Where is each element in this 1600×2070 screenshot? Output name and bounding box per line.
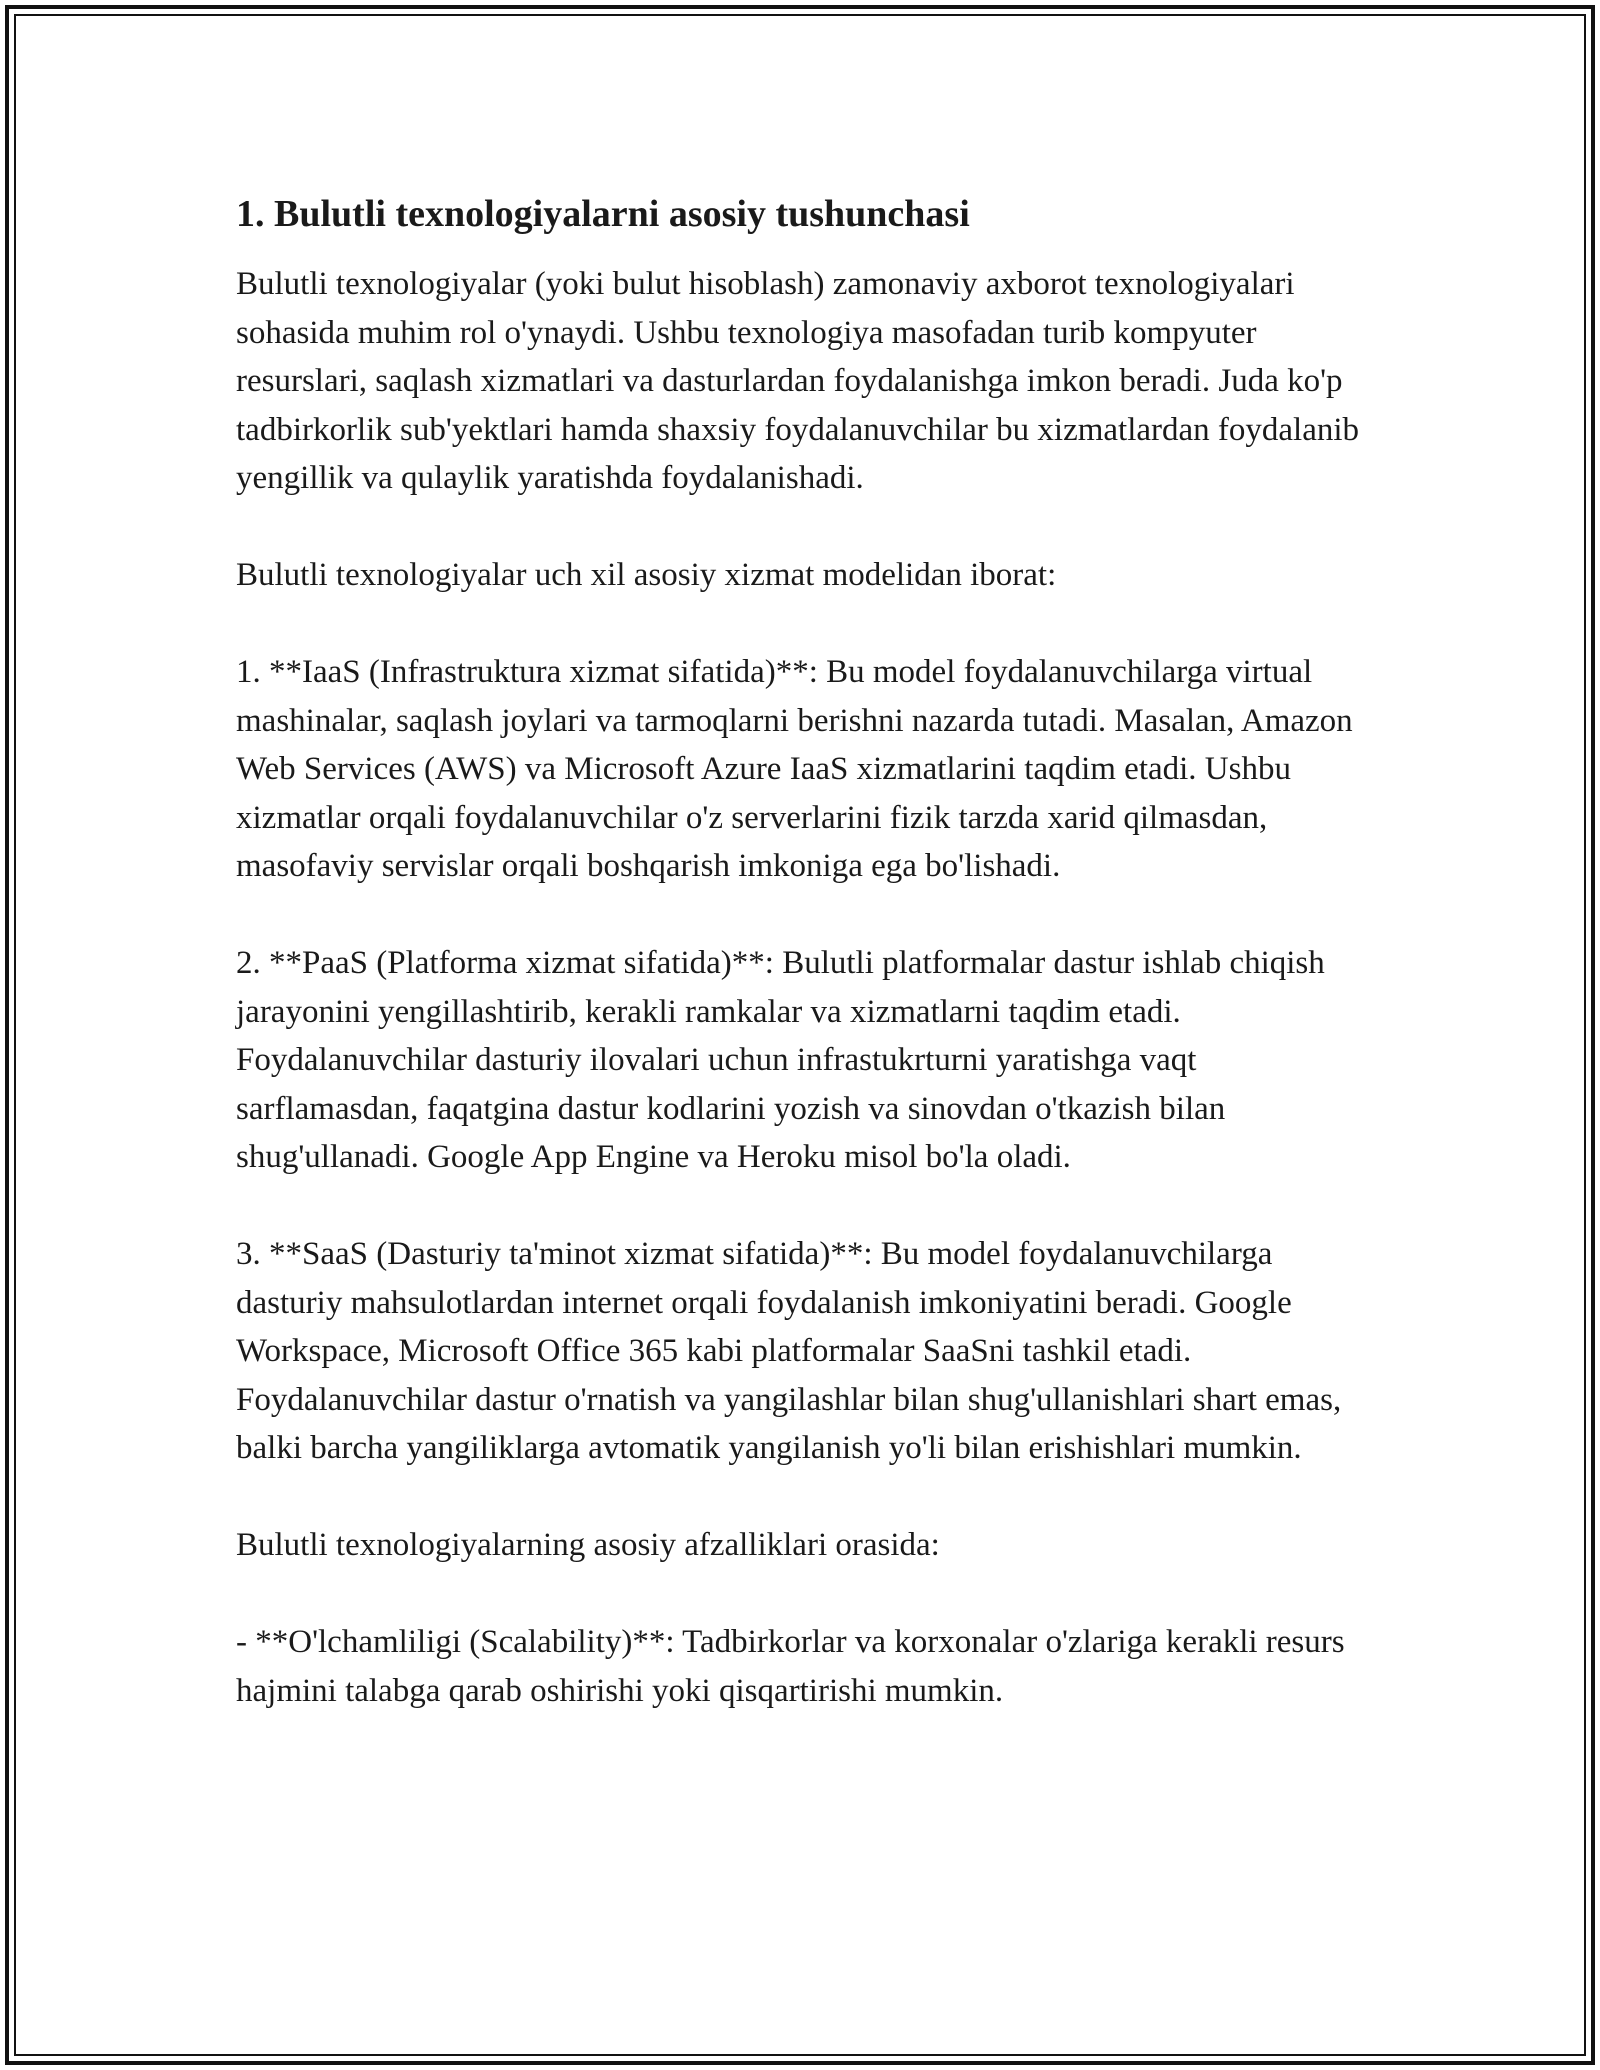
paragraph-iaas: 1. **IaaS (Infrastruktura xizmat sifatida)**: Bu model foydalanuvchilarga virtual mashinalar, saqlash joylari va tarmoqlarni berishni nazarda tutadi. Masalan, Amazon Web Services (AWS) va Microsoft Azure IaaS xizmatlarini taqdim etadi. Ushbu xizmatlar orqali foydalanuvchilar o'z serverlarini fizik tarzda xarid qilmasdan, masofaviy servislar orqali boshqarish imkoniga ega bo'lishadi.	[236, 654, 1353, 884]
document-title: 1. Bulutli texnologiyalarni asosiy tushunchasi	[236, 193, 970, 235]
paragraph-intro: Bulutli texnologiyalar (yoki bulut hisoblash) zamonaviy axborot texnologiyalari sohasida muhim rol o'ynaydi. Ushbu texnologiya masofadan turib kompyuter resurslari, saqlash xizmatlari va dasturlardan foydalanishga imkon beradi. Juda ko'p tadbirkorlik sub'yektlari hamda shaxsiy foydalanuvchilar bu xizmatlardan foydalanib yengillik va qulaylik yaratishda foydalanishadi.	[236, 266, 1360, 496]
paragraph-advantages-intro: Bulutli texnologiyalarning asosiy afzalliklari orasida:	[236, 1527, 940, 1563]
paragraph-service-models-intro: Bulutli texnologiyalar uch xil asosiy xizmat modelidan iborat:	[236, 557, 1057, 593]
paragraph-saas: 3. **SaaS (Dasturiy ta'minot xizmat sifatida)**: Bu model foydalanuvchilarga dasturiy mahsulotlardan internet orqali foydalanish imkoniyatini beradi. Google Workspace, Microsoft Office 365 kabi platformalar SaaSni tashkil etadi. Foydalanuvchilar dastur o'rnatish va yangilashlar bilan shug'ullanishlari shart emas, balki barcha yangiliklarga avtomatik yangilanish yo'li bilan erishishlari mumkin.	[236, 1236, 1342, 1466]
document-body	[236, 190, 1386, 1764]
paragraph-scalability: - **O'lchamliligi (Scalability)**: Tadbirkorlar va korxonalar o'zlariga kerakli resurs hajmini talabga qarab oshirishi yoki qisqartirishi mumkin.	[236, 1624, 1345, 1709]
paragraph-paas: 2. **PaaS (Platforma xizmat sifatida)**: Bulutli platformalar dastur ishlab chiqish jarayonini yengillashtirib, kerakli ramkalar va xizmatlarni taqdim etadi. Foydalanuvchilar dasturiy ilovalari uchun infrastukrturni yaratishga vaqt sarflamasdan, faqatgina dastur kodlarini yozish va sinovdan o'tkazish bilan shug'ullanadi. Google App Engine va Heroku misol bo'la oladi.	[236, 945, 1325, 1175]
